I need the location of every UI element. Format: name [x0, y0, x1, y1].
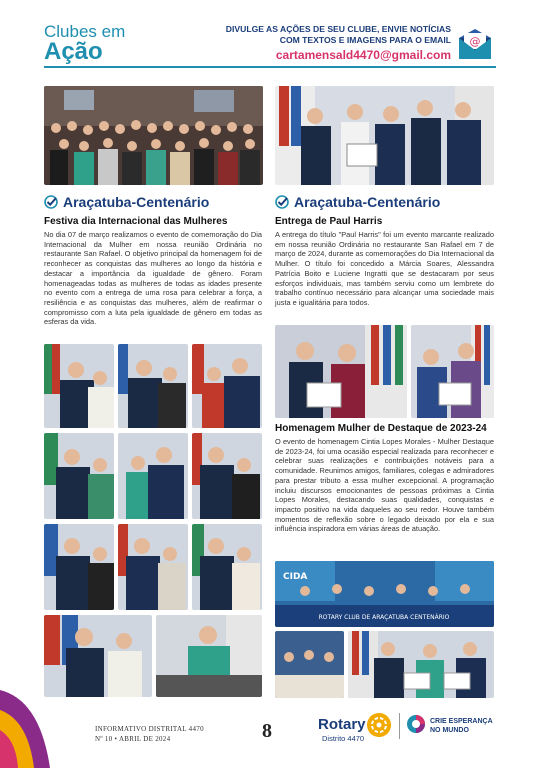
photo-grid-2	[118, 344, 188, 428]
promo-text	[211, 24, 451, 46]
footer-publication-info	[95, 724, 204, 744]
left-club-name: Araçatuba-Centenário	[63, 194, 210, 210]
hope-slogan	[430, 717, 493, 735]
right-club-heading	[275, 194, 440, 210]
svg-text:@: @	[469, 35, 481, 48]
hope-logo-icon	[406, 714, 426, 734]
mail-icon	[458, 28, 492, 60]
right-article-body: A entrega do título "Paul Harris" foi um evento marcante realizado em nossa reunião Ordinária no restaurante San Rafael em 7 de março de 2024, durante as comemorações do Dia Internacional da Mulher. O título foi concedido a Márcia Soares, Alessandra Patrícia Boito e Luciene Ingratti que se destacaram por seus esforços individuais, mas também serviu como um lembrete do trabalho contínuo necessário para alcançar uma sociedade mais justa e igualitária para todos.	[275, 230, 494, 307]
photo-award-women-2	[411, 325, 494, 418]
photo-grid-6	[192, 433, 262, 519]
page-number: 8	[262, 720, 272, 742]
right-club-name: Araçatuba-Centenário	[294, 194, 441, 210]
photo-banner-table	[275, 561, 494, 627]
photo-grid-4	[44, 433, 114, 519]
photo-award-cintia	[348, 631, 494, 698]
banner-left-text: CIDA	[283, 572, 308, 582]
photo-cake-table	[275, 631, 344, 698]
rotary-logo-text: Rotary	[318, 716, 366, 733]
third-article-body: O evento de homenagem Cintia Lopes Morales - Mulher Destaque de 2023-24, foi uma ocasião especial realizada para reconhecer e celebrar suas realizações e contribuições notáveis para a comunidade. Reunimos amigos, familiares, colegas e admiradores para prestar tributo a essa mulher excepcional. A programação incluiu discursos emocionantes de pessoas próximas a Cintia Lopes Morales, destacando suas qualidades, conquistas e impacto positivo na vida daqueles ao seu redor. Houve também momentos de reflexão sobre o legado deixado por ela e sua influência inspiradora em várias áreas de atuação.	[275, 437, 494, 534]
check-icon	[275, 195, 289, 209]
hope-line-1: CRIE ESPERANÇA	[430, 718, 493, 725]
publication-name: INFORMATIVO DISTRITAL 4470	[95, 725, 204, 733]
photo-paul-harris-group	[275, 86, 494, 185]
photo-grid-8	[118, 524, 188, 610]
photo-award-woman-1	[275, 325, 407, 418]
issue-info: Nº 10 • ABRIL DE 2024	[95, 735, 171, 743]
footer-decoration	[0, 690, 70, 768]
district-label: Distrito 4470	[322, 734, 365, 743]
contact-email-link[interactable]: cartamensald4470@gmail.com	[275, 48, 451, 62]
photo-grid-10	[44, 615, 152, 697]
hope-line-2: NO MUNDO	[430, 727, 469, 734]
section-title-main: Ação	[44, 38, 103, 65]
left-article-subtitle: Festiva dia Internacional das Mulheres	[44, 216, 228, 227]
rotary-wheel-icon	[366, 712, 392, 738]
left-club-heading	[44, 194, 209, 210]
header-divider	[44, 66, 496, 68]
photo-grid-11	[156, 615, 262, 697]
promo-line-1: DIVULGE AS AÇÕES DE SEU CLUBE, ENVIE NOTÍCIAS	[225, 24, 451, 34]
section-title-top: Clubes em	[44, 22, 126, 41]
banner-right-text: ROTARY CLUB DE ARAÇATUBA CENTENÁRIO	[318, 614, 450, 621]
left-article-body: No dia 07 de março realizamos o evento de comemoração do Dia Internacional da Mulher em nossa reunião Ordinária no restaurante San Rafael. O objetivo principal da homenagem foi de reconhecer as conquistas das mulheres ao longo da história e destacar a importância da igualdade de gênero. Foram homenageadas todas as mulheres de todas as idades presente no evento com a entrega de uma rosa para celebrar a força, a resiliência e as conquistas das mulheres, além de reafirmar o compromisso com a luta pela igualdade de gênero em todas as esferas da vida.	[44, 230, 262, 327]
check-icon	[44, 195, 58, 209]
photo-group-women	[44, 86, 263, 185]
photo-grid-9	[192, 524, 262, 610]
photo-grid-7	[44, 524, 114, 610]
third-article-subtitle: Homenagem Mulher de Destaque de 2023-24	[275, 423, 487, 434]
promo-line-2: COM TEXTOS E IMAGENS PARA O EMAIL	[279, 35, 451, 45]
footer-separator	[399, 713, 400, 739]
photo-grid-1	[44, 344, 114, 428]
photo-grid-5	[118, 433, 188, 519]
right-article-subtitle: Entrega de Paul Harris	[275, 216, 383, 227]
photo-grid-3	[192, 344, 262, 428]
